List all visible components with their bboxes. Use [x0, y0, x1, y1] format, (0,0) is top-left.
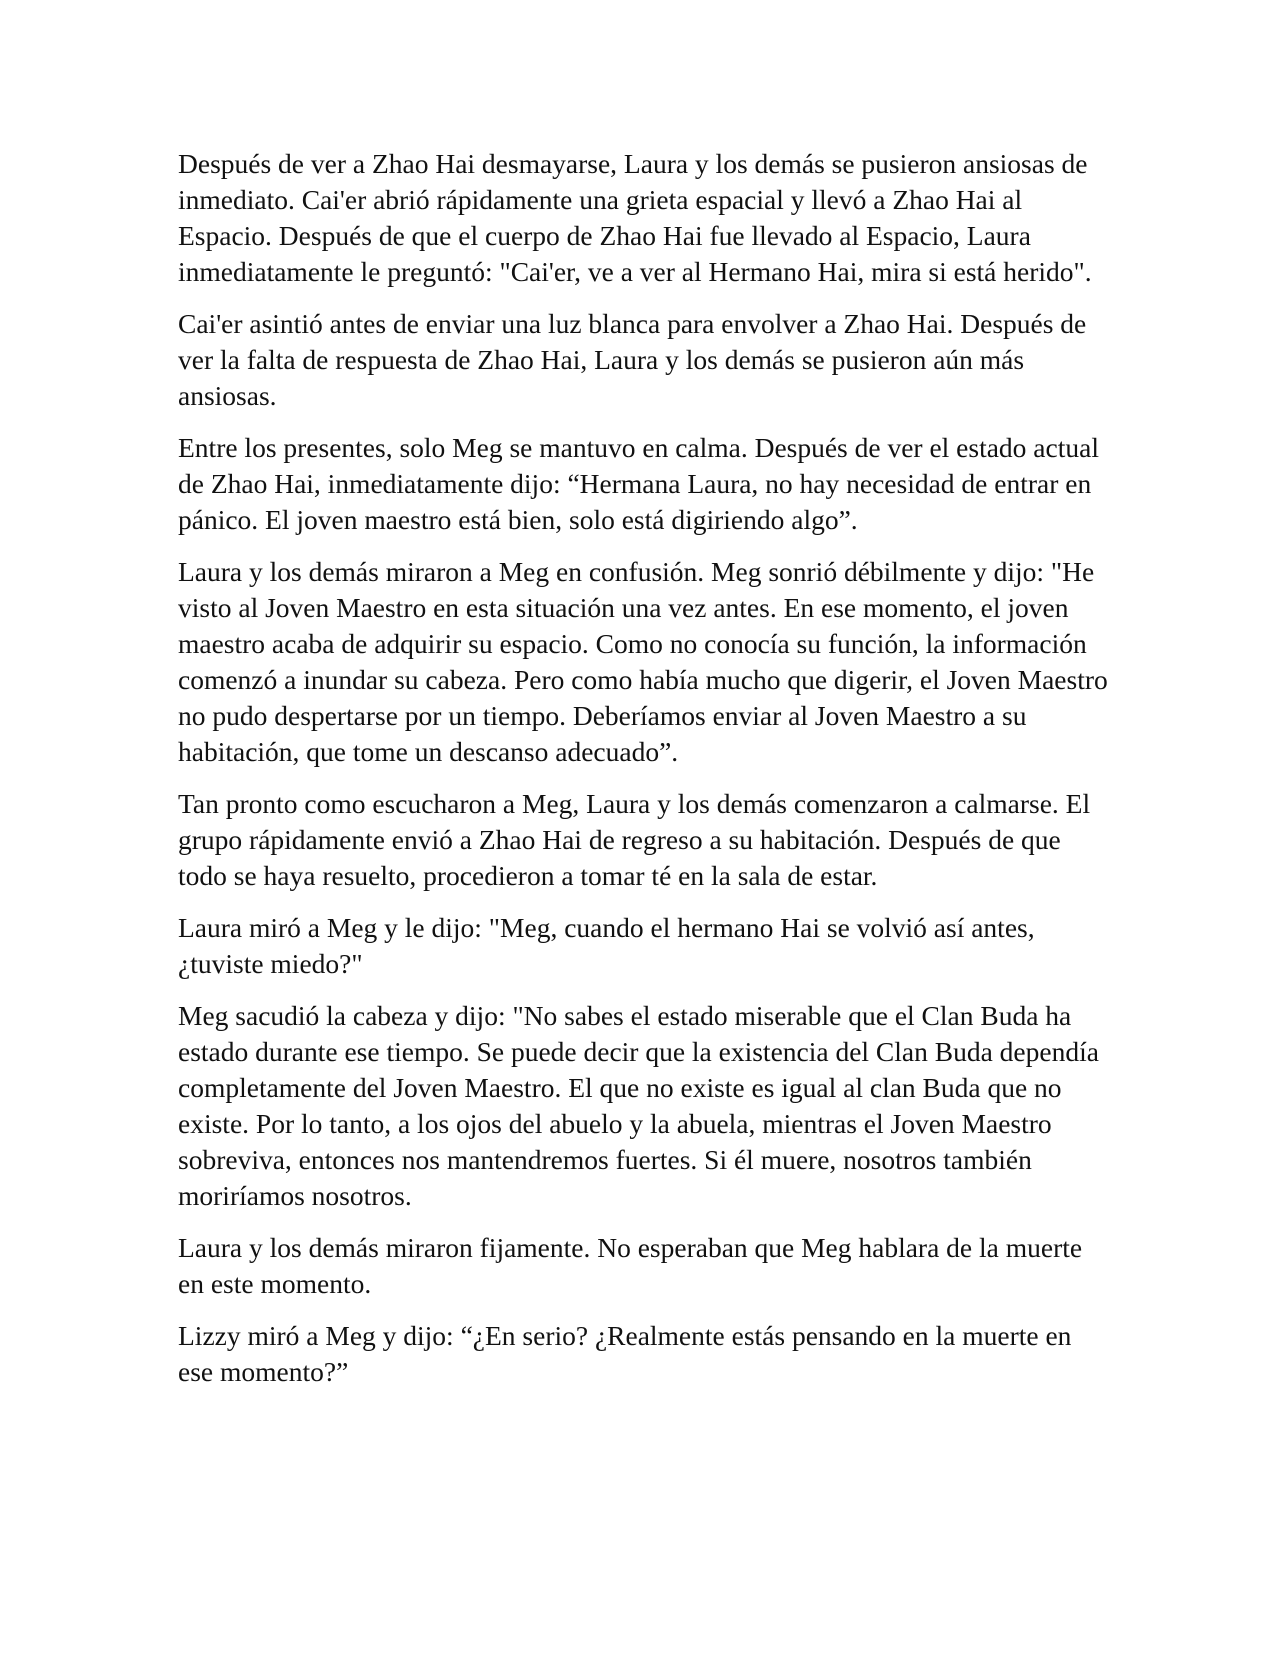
paragraph-3: Entre los presentes, solo Meg se mantuvo en calma. Después de ver el estado actual de Zhao Hai, inmediatamente dijo: “Hermana Laura, no hay necesidad de entrar en pánico. El joven maestro está bien, solo está digiriendo algo”. — [178, 432, 1099, 535]
paragraph-7: Meg sacudió la cabeza y dijo: "No sabes el estado miserable que el Clan Buda ha estado durante ese tiempo. Se puede decir que la existencia del Clan Buda dependía completamente del Joven Maestro. El que no existe es igual al clan Buda que no existe. Por lo tanto, a los ojos del abuelo y la abuela, mientras el Joven Maestro sobreviva, entonces nos mantendremos fuertes. Si él muere, nosotros también moriríamos nosotros. — [178, 1000, 1099, 1211]
paragraph-9: Lizzy miró a Meg y dijo: “¿En serio? ¿Realmente estás pensando en la muerte en ese momento?” — [178, 1320, 1072, 1387]
paragraph-8: Laura y los demás miraron fijamente. No esperaban que Meg hablara de la muerte en este momento. — [178, 1232, 1083, 1299]
paragraph-2: Cai'er asintió antes de enviar una luz blanca para envolver a Zhao Hai. Después de ver la falta de respuesta de Zhao Hai, Laura y los demás se pusieron aún más ansiosas. — [178, 308, 1087, 411]
paragraph-4: Laura y los demás miraron a Meg en confusión. Meg sonrió débilmente y dijo: "He visto al Joven Maestro en esta situación una vez antes. En ese momento, el joven maestro acaba de adquirir su espacio. Como no conocía su función, la información comenzó a inundar su cabeza. Pero como había mucho que digerir, el Joven Maestro no pudo despertarse por un tiempo. Deberíamos enviar al Joven Maestro a su habitación, que tome un descanso adecuado”. — [178, 556, 1108, 767]
paragraph-6: Laura miró a Meg y le dijo: "Meg, cuando el hermano Hai se volvió así antes, ¿tuviste miedo?" — [178, 912, 1035, 979]
paragraph-1: Después de ver a Zhao Hai desmayarse, Laura y los demás se pusieron ansiosas de inmediato. Cai'er abrió rápidamente una grieta espacial y llevó a Zhao Hai al Espacio. Después de que el cuerpo de Zhao Hai fue llevado al Espacio, Laura inmediatamente le preguntó: "Cai'er, ve a ver al Hermano Hai, mira si está herido". — [178, 148, 1092, 287]
document-body — [178, 146, 1108, 1406]
paragraph-5: Tan pronto como escucharon a Meg, Laura y los demás comenzaron a calmarse. El grupo rápidamente envió a Zhao Hai de regreso a su habitación. Después de que todo se haya resuelto, procedieron a tomar té en la sala de estar. — [178, 788, 1091, 891]
